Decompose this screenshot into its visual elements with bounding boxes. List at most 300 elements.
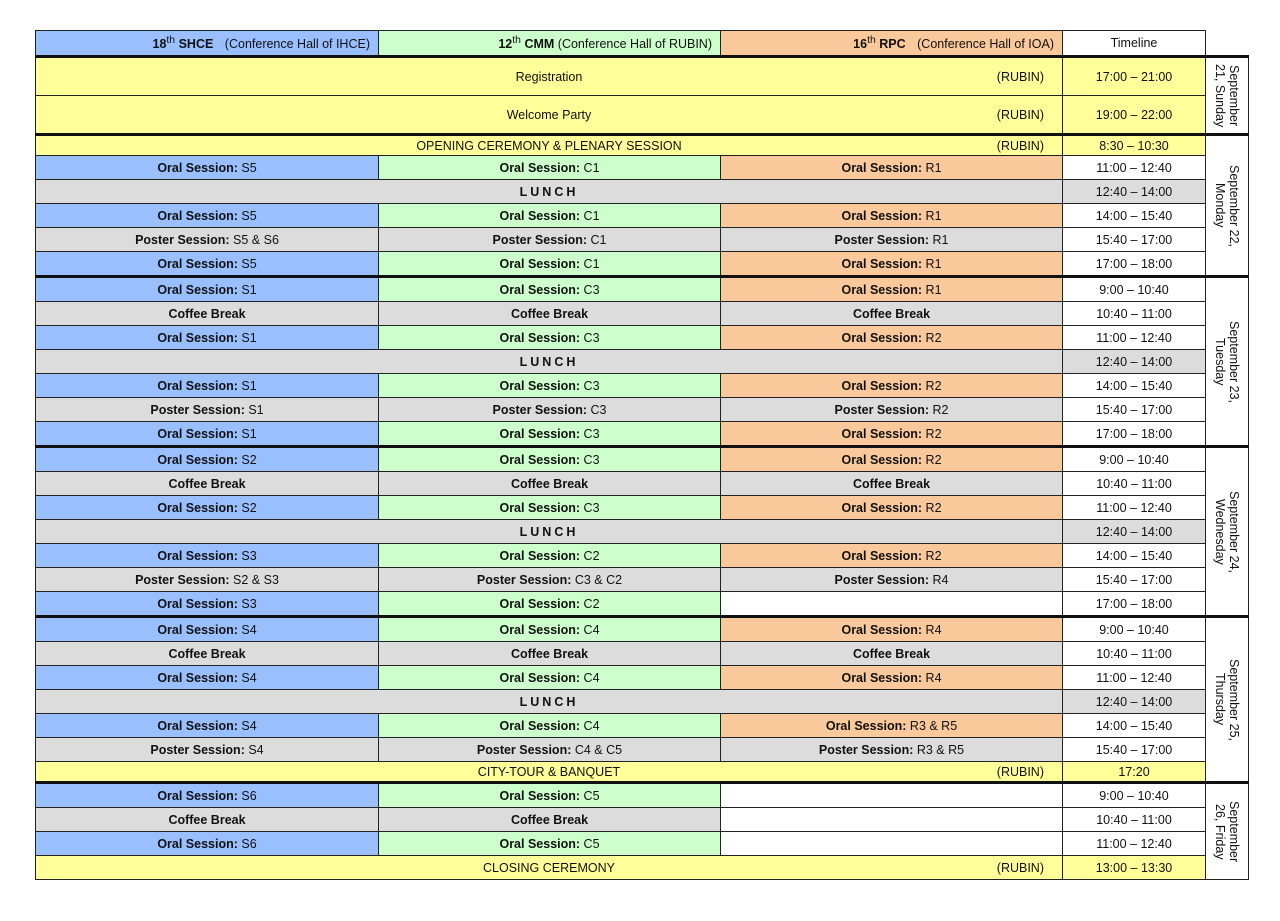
session-code: R2	[922, 452, 942, 467]
session-cell	[721, 642, 1063, 666]
session-cell	[36, 252, 379, 277]
session-kind: Poster Session:	[834, 572, 930, 587]
schedule-row	[36, 808, 1249, 832]
session-code: R2	[922, 500, 942, 515]
session-code: C3	[580, 452, 600, 467]
event-title: Registration	[515, 69, 583, 84]
time-cell: 9:00 – 10:40	[1063, 783, 1206, 808]
session-kind: Oral Session:	[499, 596, 581, 611]
session-cell	[721, 302, 1063, 326]
session-code: R2	[922, 330, 942, 345]
time-cell: 10:40 – 11:00	[1063, 472, 1206, 496]
time-cell: 10:40 – 11:00	[1063, 642, 1206, 666]
session-cell	[721, 808, 1063, 832]
schedule-row	[36, 422, 1249, 447]
session-cell	[721, 326, 1063, 350]
time-cell: 8:30 – 10:30	[1063, 135, 1206, 156]
session-cell	[721, 544, 1063, 568]
session-cell	[721, 204, 1063, 228]
time-cell: 15:40 – 17:00	[1063, 398, 1206, 422]
lunch-cell	[36, 180, 1063, 204]
session-kind: Oral Session:	[499, 208, 581, 223]
session-kind: Coffee Break	[168, 476, 246, 491]
session-code: R1	[922, 208, 942, 223]
session-cell	[721, 228, 1063, 252]
session-kind: Oral Session:	[841, 282, 923, 297]
session-code: S6	[237, 836, 257, 851]
session-cell	[721, 666, 1063, 690]
header-rpc: 16th RPC (Conference Hall of IOA)	[721, 31, 1063, 57]
session-code: S5	[237, 208, 257, 223]
session-kind: Oral Session:	[841, 330, 923, 345]
session-cell	[721, 422, 1063, 447]
schedule-row	[36, 738, 1249, 762]
schedule-row	[36, 204, 1249, 228]
schedule-row	[36, 398, 1249, 422]
header-day-corner	[1206, 31, 1249, 57]
time-cell: 19:00 – 22:00	[1063, 96, 1206, 135]
session-kind: Oral Session:	[499, 256, 581, 271]
session-kind: Oral Session:	[841, 256, 923, 271]
session-kind: Coffee Break	[510, 646, 589, 661]
day-label: September 25, Thursday	[1213, 658, 1241, 741]
session-cell	[721, 738, 1063, 762]
session-cell	[36, 568, 379, 592]
lunch-label: LUNCH	[519, 184, 579, 199]
event-cell	[36, 57, 1063, 96]
session-code: R2	[929, 402, 949, 417]
session-code: C3	[580, 282, 600, 297]
time-cell: 12:40 – 14:00	[1063, 520, 1206, 544]
header-timeline: Timeline	[1063, 31, 1206, 57]
schedule-row	[36, 326, 1249, 350]
header-row	[36, 31, 1249, 57]
session-cell	[379, 156, 721, 180]
session-kind: Oral Session:	[499, 670, 581, 685]
schedule-row	[36, 156, 1249, 180]
session-kind: Coffee Break	[168, 306, 246, 321]
session-kind: Oral Session:	[499, 452, 581, 467]
session-kind: Oral Session:	[157, 670, 238, 685]
session-cell	[721, 592, 1063, 617]
session-code: C4	[580, 718, 600, 733]
lunch-label: LUNCH	[519, 354, 579, 369]
header-cmm: 12th CMM (Conference Hall of RUBIN)	[379, 31, 721, 57]
session-kind: Oral Session:	[841, 208, 923, 223]
session-cell	[36, 447, 379, 472]
time-cell: 11:00 – 12:40	[1063, 156, 1206, 180]
session-code: C2	[580, 548, 600, 563]
session-kind: Oral Session:	[499, 160, 581, 175]
session-cell	[721, 617, 1063, 642]
day-label-cell	[1206, 135, 1249, 277]
session-cell	[379, 496, 721, 520]
session-kind: Oral Session:	[499, 548, 581, 563]
session-cell	[379, 398, 721, 422]
session-kind: Oral Session:	[157, 452, 238, 467]
schedule-row	[36, 520, 1249, 544]
session-code: S1	[237, 282, 257, 297]
session-cell	[36, 738, 379, 762]
session-kind: Oral Session:	[841, 426, 923, 441]
session-code: S5	[237, 256, 257, 271]
session-code: S2	[237, 500, 257, 515]
day-label-cell	[1206, 783, 1249, 880]
session-cell	[36, 544, 379, 568]
session-cell	[721, 472, 1063, 496]
session-code: C3	[580, 378, 600, 393]
session-kind: Coffee Break	[168, 646, 246, 661]
session-kind: Oral Session:	[157, 836, 238, 851]
session-kind: Oral Session:	[157, 330, 238, 345]
session-code: R4	[929, 572, 949, 587]
session-kind: Poster Session:	[150, 742, 245, 757]
session-cell	[379, 808, 721, 832]
session-cell	[379, 617, 721, 642]
session-kind: Poster Session:	[476, 742, 572, 757]
session-code: R2	[922, 548, 942, 563]
event-cell	[36, 762, 1063, 783]
schedule-row	[36, 252, 1249, 277]
session-kind: Coffee Break	[168, 812, 246, 827]
time-cell: 15:40 – 17:00	[1063, 738, 1206, 762]
day-label-cell	[1206, 447, 1249, 617]
session-kind: Oral Session:	[499, 788, 581, 803]
time-cell: 14:00 – 15:40	[1063, 544, 1206, 568]
session-cell	[379, 374, 721, 398]
session-code: C4	[580, 622, 600, 637]
session-kind: Oral Session:	[157, 426, 238, 441]
session-code: C5	[580, 788, 600, 803]
time-cell: 11:00 – 12:40	[1063, 496, 1206, 520]
schedule-row	[36, 832, 1249, 856]
session-code: C1	[580, 160, 600, 175]
session-kind: Poster Session:	[135, 572, 230, 587]
day-label: September 24, Wednesday	[1213, 490, 1241, 573]
session-kind: Oral Session:	[499, 622, 581, 637]
schedule-row	[36, 617, 1249, 642]
session-kind: Coffee Break	[852, 476, 931, 491]
session-code: C1	[580, 256, 600, 271]
lunch-cell	[36, 350, 1063, 374]
time-cell: 15:40 – 17:00	[1063, 228, 1206, 252]
session-cell	[379, 592, 721, 617]
session-kind: Oral Session:	[499, 330, 581, 345]
session-cell	[36, 642, 379, 666]
session-code: C4 & C5	[571, 742, 623, 757]
schedule-row	[36, 57, 1249, 96]
time-cell: 9:00 – 10:40	[1063, 447, 1206, 472]
session-code: C3	[580, 500, 600, 515]
lunch-label: LUNCH	[519, 694, 579, 709]
day-label-cell	[1206, 617, 1249, 783]
schedule-row	[36, 568, 1249, 592]
session-cell	[379, 252, 721, 277]
event-venue: (RUBIN)	[996, 69, 1044, 84]
session-kind: Oral Session:	[499, 500, 581, 515]
session-kind: Poster Session:	[834, 232, 930, 247]
session-cell	[36, 374, 379, 398]
schedule-row	[36, 544, 1249, 568]
session-code: R1	[929, 232, 949, 247]
schedule-row	[36, 228, 1249, 252]
session-cell	[36, 783, 379, 808]
session-code: S3	[237, 596, 257, 611]
session-cell	[721, 398, 1063, 422]
session-code: R2	[922, 426, 942, 441]
time-cell: 17:00 – 18:00	[1063, 422, 1206, 447]
schedule-row	[36, 783, 1249, 808]
session-cell	[721, 832, 1063, 856]
session-cell	[721, 277, 1063, 302]
session-cell	[721, 156, 1063, 180]
session-code: R3 & R5	[906, 718, 958, 733]
schedule-row	[36, 374, 1249, 398]
event-venue: (RUBIN)	[996, 860, 1044, 875]
session-kind: Oral Session:	[841, 548, 923, 563]
session-code: R1	[922, 282, 942, 297]
session-code: S2 & S3	[229, 572, 279, 587]
session-cell	[721, 252, 1063, 277]
schedule-row	[36, 714, 1249, 738]
conference-schedule-table	[35, 30, 1249, 880]
session-cell	[379, 302, 721, 326]
session-cell	[379, 422, 721, 447]
session-code: C1	[580, 208, 600, 223]
time-cell: 10:40 – 11:00	[1063, 808, 1206, 832]
event-venue: (RUBIN)	[996, 107, 1044, 122]
session-code: S1	[237, 426, 257, 441]
session-code: R3 & R5	[913, 742, 965, 757]
session-code: S5	[237, 160, 257, 175]
session-kind: Poster Session:	[476, 572, 572, 587]
session-kind: Coffee Break	[510, 812, 589, 827]
event-title: CITY-TOUR & BANQUET	[477, 764, 621, 779]
session-kind: Oral Session:	[157, 718, 238, 733]
session-cell	[379, 783, 721, 808]
schedule-row	[36, 642, 1249, 666]
session-kind: Oral Session:	[841, 378, 923, 393]
event-title: Welcome Party	[506, 107, 592, 122]
session-kind: Oral Session:	[841, 452, 923, 467]
session-code: R2	[922, 378, 942, 393]
session-kind: Poster Session:	[834, 402, 930, 417]
session-cell	[36, 228, 379, 252]
session-kind: Oral Session:	[841, 500, 923, 515]
event-title: CLOSING CEREMONY	[483, 860, 615, 875]
session-cell	[36, 496, 379, 520]
event-cell	[36, 96, 1063, 135]
session-code: C3 & C2	[571, 572, 623, 587]
schedule-row	[36, 180, 1249, 204]
session-code: C2	[580, 596, 600, 611]
schedule-row	[36, 496, 1249, 520]
session-kind: Poster Session:	[492, 232, 588, 247]
session-cell	[379, 228, 721, 252]
session-kind: Poster Session:	[492, 402, 588, 417]
session-code: R1	[922, 160, 942, 175]
session-kind: Oral Session:	[157, 622, 238, 637]
session-kind: Coffee Break	[510, 476, 589, 491]
session-code: C4	[580, 670, 600, 685]
schedule-row	[36, 690, 1249, 714]
session-cell	[36, 302, 379, 326]
session-cell	[379, 204, 721, 228]
session-kind: Oral Session:	[157, 282, 238, 297]
day-label-cell	[1206, 57, 1249, 135]
session-cell	[379, 326, 721, 350]
session-cell	[379, 472, 721, 496]
schedule-row	[36, 447, 1249, 472]
session-code: R4	[922, 622, 942, 637]
session-code: C1	[587, 232, 607, 247]
session-code: C3	[580, 426, 600, 441]
time-cell: 17:20	[1063, 762, 1206, 783]
session-kind: Oral Session:	[825, 718, 907, 733]
session-cell	[379, 544, 721, 568]
session-cell	[379, 666, 721, 690]
time-cell: 12:40 – 14:00	[1063, 690, 1206, 714]
session-code: S6	[237, 788, 257, 803]
session-cell	[721, 783, 1063, 808]
time-cell: 9:00 – 10:40	[1063, 617, 1206, 642]
time-cell: 11:00 – 12:40	[1063, 832, 1206, 856]
header-shce: 18th SHCE (Conference Hall of IHCE)	[36, 31, 379, 57]
session-cell	[379, 277, 721, 302]
time-cell: 11:00 – 12:40	[1063, 666, 1206, 690]
session-cell	[36, 617, 379, 642]
session-kind: Oral Session:	[157, 548, 238, 563]
session-kind: Coffee Break	[852, 646, 931, 661]
session-cell	[36, 592, 379, 617]
time-cell: 17:00 – 18:00	[1063, 592, 1206, 617]
lunch-label: LUNCH	[519, 524, 579, 539]
session-code: S4	[237, 718, 257, 733]
schedule-row	[36, 350, 1249, 374]
session-code: S1	[237, 330, 257, 345]
session-kind: Oral Session:	[157, 788, 238, 803]
session-code: S4	[244, 742, 264, 757]
session-kind: Coffee Break	[852, 306, 931, 321]
session-code: C3	[587, 402, 607, 417]
session-code: S4	[237, 670, 257, 685]
session-kind: Oral Session:	[157, 160, 238, 175]
session-code: R1	[922, 256, 942, 271]
schedule-row	[36, 666, 1249, 690]
session-code: S3	[237, 548, 257, 563]
event-title: OPENING CEREMONY & PLENARY SESSION	[416, 138, 682, 153]
session-kind: Poster Session:	[818, 742, 914, 757]
day-label: September 22, Monday	[1213, 164, 1241, 247]
time-cell: 17:00 – 18:00	[1063, 252, 1206, 277]
session-kind: Oral Session:	[499, 836, 581, 851]
session-kind: Oral Session:	[157, 256, 238, 271]
session-kind: Poster Session:	[135, 232, 230, 247]
time-cell: 13:00 – 13:30	[1063, 856, 1206, 880]
day-label: September 21, Sunday	[1213, 63, 1241, 128]
schedule-row	[36, 277, 1249, 302]
session-cell	[379, 447, 721, 472]
session-kind: Oral Session:	[841, 160, 923, 175]
session-cell	[379, 642, 721, 666]
schedule-row	[36, 856, 1249, 880]
day-label: September 23, Tuesday	[1213, 320, 1241, 403]
session-kind: Poster Session:	[150, 402, 245, 417]
session-kind: Oral Session:	[499, 718, 581, 733]
session-code: S2	[237, 452, 257, 467]
session-cell	[36, 398, 379, 422]
session-cell	[721, 447, 1063, 472]
session-cell	[721, 496, 1063, 520]
session-kind: Oral Session:	[157, 208, 238, 223]
time-cell: 17:00 – 21:00	[1063, 57, 1206, 96]
session-code: R4	[922, 670, 942, 685]
session-cell	[36, 666, 379, 690]
day-label: September 26, Friday	[1213, 800, 1241, 863]
session-kind: Oral Session:	[841, 670, 923, 685]
session-cell	[36, 156, 379, 180]
time-cell: 9:00 – 10:40	[1063, 277, 1206, 302]
time-cell: 14:00 – 15:40	[1063, 714, 1206, 738]
time-cell: 11:00 – 12:40	[1063, 326, 1206, 350]
session-cell	[379, 738, 721, 762]
session-kind: Oral Session:	[499, 282, 581, 297]
session-cell	[36, 472, 379, 496]
session-kind: Oral Session:	[841, 622, 923, 637]
event-venue: (RUBIN)	[996, 138, 1044, 153]
day-label-cell	[1206, 277, 1249, 447]
session-code: C3	[580, 330, 600, 345]
schedule-row	[36, 96, 1249, 135]
session-cell	[36, 277, 379, 302]
session-code: C5	[580, 836, 600, 851]
lunch-cell	[36, 520, 1063, 544]
session-code: S4	[237, 622, 257, 637]
time-cell: 10:40 – 11:00	[1063, 302, 1206, 326]
time-cell: 12:40 – 14:00	[1063, 180, 1206, 204]
schedule-row	[36, 472, 1249, 496]
session-cell	[36, 422, 379, 447]
time-cell: 14:00 – 15:40	[1063, 374, 1206, 398]
event-cell	[36, 135, 1063, 156]
schedule-row	[36, 302, 1249, 326]
session-kind: Oral Session:	[157, 378, 238, 393]
event-venue: (RUBIN)	[996, 764, 1044, 779]
session-cell	[379, 568, 721, 592]
session-cell	[36, 326, 379, 350]
time-cell: 14:00 – 15:40	[1063, 204, 1206, 228]
session-cell	[36, 714, 379, 738]
time-cell: 15:40 – 17:00	[1063, 568, 1206, 592]
schedule-row	[36, 762, 1249, 783]
session-cell	[721, 568, 1063, 592]
session-cell	[379, 832, 721, 856]
schedule-row	[36, 135, 1249, 156]
schedule-row	[36, 592, 1249, 617]
session-cell	[36, 204, 379, 228]
session-kind: Oral Session:	[499, 378, 581, 393]
session-cell	[721, 714, 1063, 738]
session-cell	[721, 374, 1063, 398]
session-code: S5 & S6	[229, 232, 279, 247]
session-kind: Oral Session:	[499, 426, 581, 441]
session-cell	[36, 832, 379, 856]
session-cell	[36, 808, 379, 832]
session-kind: Coffee Break	[510, 306, 589, 321]
session-kind: Oral Session:	[157, 596, 238, 611]
event-cell	[36, 856, 1063, 880]
session-code: S1	[244, 402, 264, 417]
